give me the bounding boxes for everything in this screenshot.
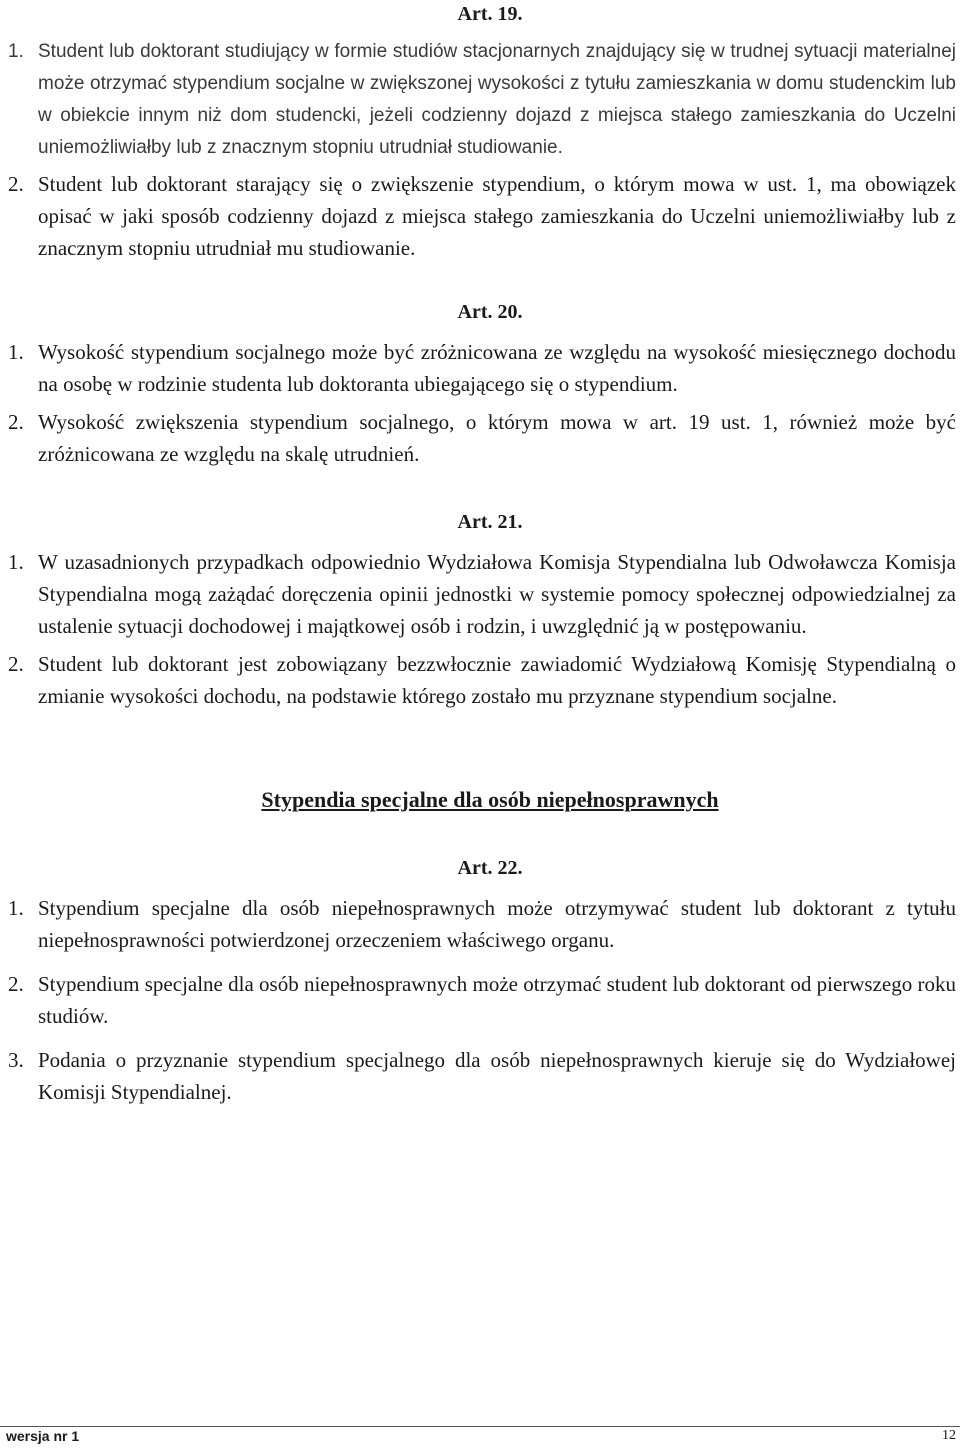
art-21-paragraph-2 <box>8 648 956 712</box>
paragraph-number: 2. <box>8 652 24 676</box>
footer-version: wersja nr 1 <box>6 1428 80 1444</box>
art-20-paragraph-2 <box>8 406 956 470</box>
paragraph-text: Student lub doktorant starający się o zwiększenie stypendium, o którym mowa w ust. 1, ma obowiązek opisać w jaki sposób codzienny dojazd z miejsca stałego zamieszkania do Uczelni uniemożliwiałby lub z znacznym stopniu utrudniał mu studiowanie. <box>38 172 956 260</box>
art-19-title: Art. 19. <box>457 3 523 25</box>
art-20-paragraph-1 <box>8 336 956 400</box>
paragraph-number: 2. <box>8 972 24 996</box>
paragraph-text: Podania o przyznanie stypendium specjalnego dla osób niepełnosprawnych kieruje się do Wydziałowej Komisji Stypendialnej. <box>38 1048 956 1104</box>
art-22-paragraph-1 <box>8 892 956 956</box>
page-footer <box>0 1418 960 1448</box>
paragraph-number: 1. <box>8 550 24 574</box>
paragraph-text: Student lub doktorant studiujący w formie studiów stacjonarnych znajdujący się w trudnej sytuacji materialnej może otrzymać stypendium socjalne w zwiększonej wysokości z tytułu zamieszkania w domu studenckim lub w obiekcie innym niż dom studencki, jeżeli codzienny dojazd z miejsca stałego zamieszkania do Uczelni uniemożliwiałby lub z znacznym stopniu utrudniał studiowanie. <box>38 41 956 158</box>
paragraph-number: 1. <box>8 896 24 920</box>
footer-page-number: 12 <box>942 1428 956 1443</box>
paragraph-number: 1. <box>8 340 24 364</box>
paragraph-number: 2. <box>8 410 24 434</box>
document-page <box>8 0 956 1108</box>
paragraph-number: 2. <box>8 172 24 196</box>
art-19-paragraph-1 <box>8 36 956 164</box>
paragraph-text: Stypendium specjalne dla osób niepełnosprawnych może otrzymywać student lub doktorant z tytułu niepełnosprawności potwierdzonej orzeczeniem właściwego organu. <box>38 896 956 952</box>
paragraph-text: Stypendium specjalne dla osób niepełnosprawnych może otrzymać student lub doktorant od pierwszego roku studiów. <box>38 972 956 1028</box>
art-22-paragraph-3 <box>8 1044 956 1108</box>
art-22-paragraph-2 <box>8 968 956 1032</box>
section-heading: Stypendia specjalne dla osób niepełnosprawnych <box>261 787 719 812</box>
art-20-title: Art. 20. <box>457 301 523 323</box>
footer-divider <box>0 1426 960 1427</box>
paragraph-text: Student lub doktorant jest zobowiązany bezzwłocznie zawiadomić Wydziałową Komisję Stypendialną o zmianie wysokości dochodu, na podstawie którego zostało mu przyznane stypendium socjalne. <box>38 652 956 708</box>
art-21-paragraph-1 <box>8 546 956 642</box>
paragraph-text: Wysokość stypendium socjalnego może być zróżnicowana ze względu na wysokość miesięcznego dochodu na osobę w rodzinie studenta lub doktoranta ubiegającego się o stypendium. <box>38 340 956 396</box>
art-22-title: Art. 22. <box>457 857 523 879</box>
paragraph-number: 1. <box>8 41 24 62</box>
art-19-paragraph-2 <box>8 168 956 264</box>
paragraph-text: W uzasadnionych przypadkach odpowiednio Wydziałowa Komisja Stypendialna lub Odwoławcza Komisja Stypendialna mogą zażądać doręczenia opinii jednostki w systemie pomocy społecznej odpowiedzialnej za ustalenie sytuacji dochodowej i majątkowej osób i rodzin, i uwzględnić ją w postępowaniu. <box>38 550 956 638</box>
art-21-title: Art. 21. <box>457 511 523 533</box>
paragraph-number: 3. <box>8 1048 24 1072</box>
paragraph-text: Wysokość zwiększenia stypendium socjalnego, o którym mowa w art. 19 ust. 1, również może być zróżnicowana ze względu na skalę utrudnień. <box>38 410 956 466</box>
